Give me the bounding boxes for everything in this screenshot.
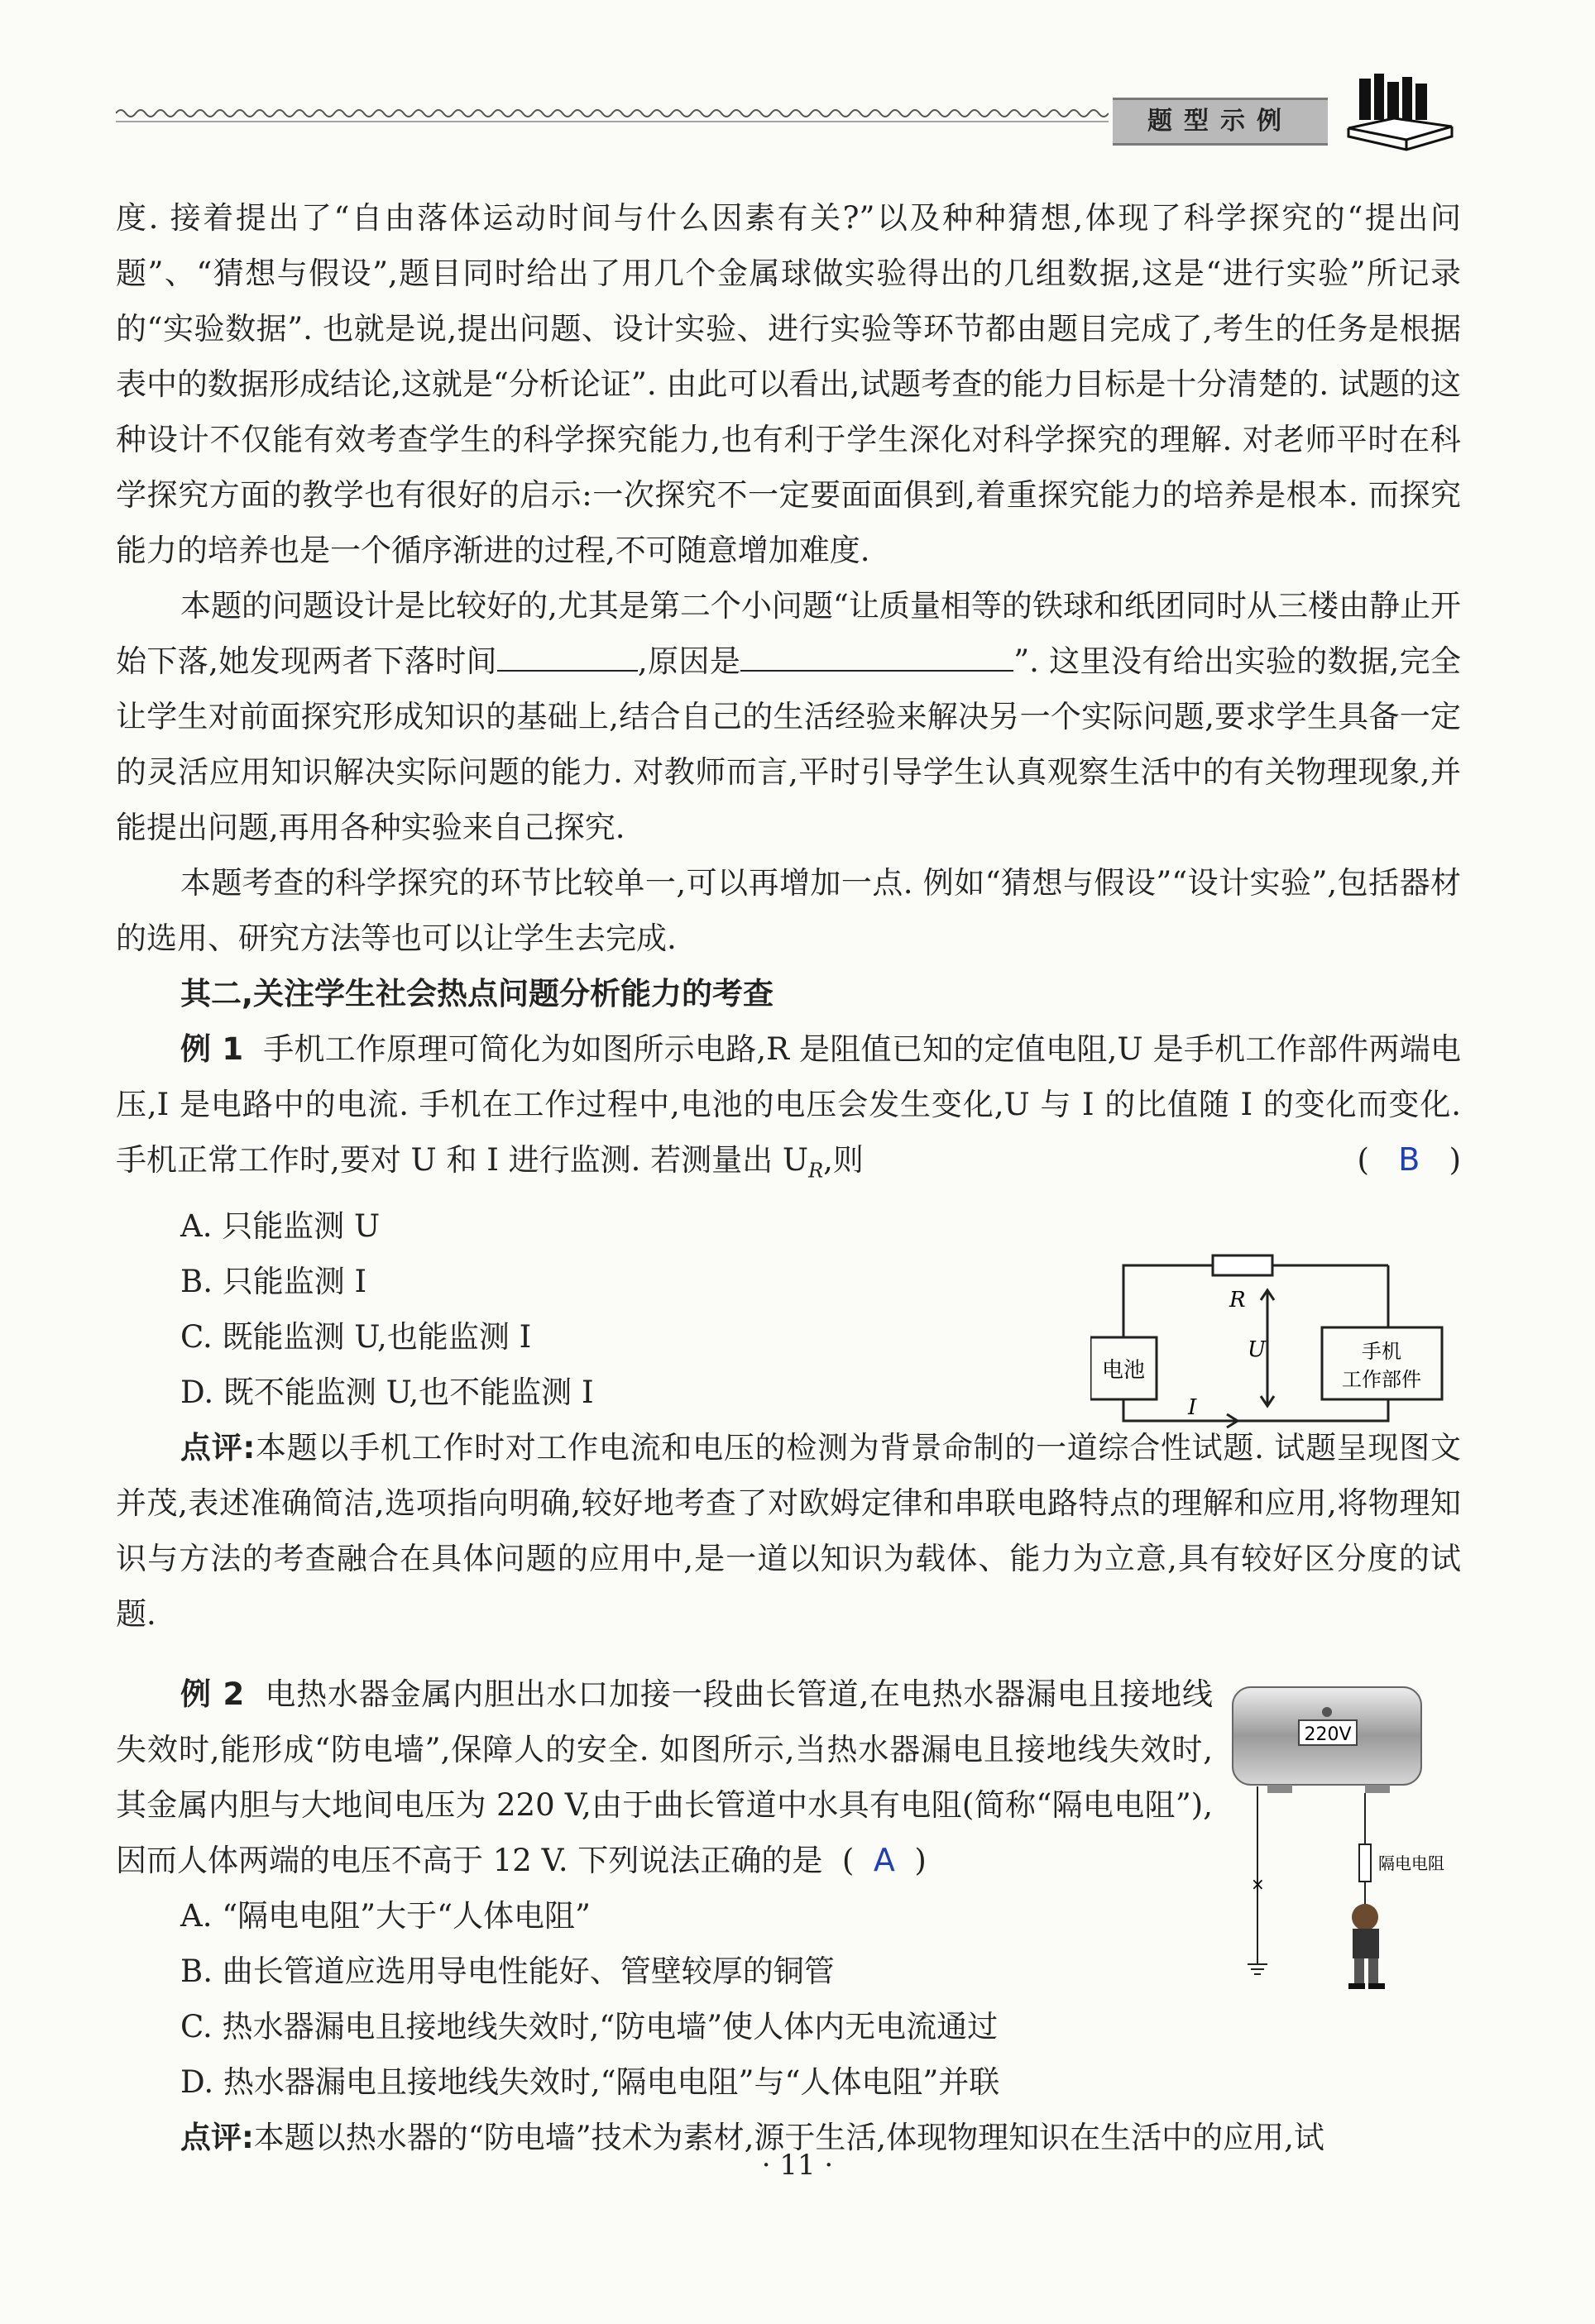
example-1-subscript: R: [808, 1159, 824, 1183]
break-mark: ×: [1251, 1874, 1265, 1894]
person-figure: [1348, 1904, 1385, 1989]
paren-close-2: ): [914, 1843, 927, 1878]
isolation-resistor-label: 隔电电阻: [1378, 1853, 1444, 1873]
example-1-comment: [116, 1420, 1461, 1642]
paragraph-2-part-b: ,原因是: [637, 643, 741, 679]
section-heading: 其二,关注学生社会热点问题分析能力的考查: [180, 976, 774, 1011]
example-2-option-a: A. “隔电电阻”大于“人体电阻”: [180, 1898, 591, 1934]
example-2-label: 例 2: [180, 1676, 245, 1712]
book-icon: [1344, 70, 1460, 153]
header-wave-line: [116, 103, 1109, 128]
paragraph-2-part-c: ”. 这里没有给出实验的数据,完全让学生对前面探究形成知识的基础上,结合自己的生活经验来解决另一个实际问题,要求学生具备一定的灵活应用知识解决实际问题的能力. 对教师而言,平时引导学生认真观察生活中的有关物理现象,并能提出问题,再用各种实验来自己探究.: [116, 643, 1461, 845]
comment-text-2: 本题以热水器的“防电墙”技术为素材,源于生活,体现物理知识在生活中的应用,试: [253, 2120, 1324, 2155]
heater-voltage-label: 220V: [1304, 1724, 1352, 1745]
example-1-label: 例 1: [180, 1031, 244, 1067]
example-2-stem: [116, 1666, 1213, 1888]
answer-blank-1: [497, 645, 638, 672]
device-label-1: 手机: [1362, 1340, 1401, 1363]
page-number: · 11 ·: [761, 2149, 834, 2182]
paragraph-2-part-a: 本题的问题设计是比较好的,尤其是第二个小问题“让质量相等的铁球和纸团同时从三楼由静止开始下落,她发现两者下落时间: [116, 588, 1461, 679]
comment-label: 点评:: [180, 1430, 256, 1466]
paragraph-3: 本题考查的科学探究的环节比较单一,可以再增加一点. 例如“猜想与假设”“设计实验”,包括器材的选用、研究方法等也可以让学生去完成.: [116, 865, 1461, 956]
circuit-diagram: [1090, 1241, 1446, 1439]
paren-open: (: [1357, 1142, 1369, 1178]
example-1-option-d: D. 既不能监测 U,也不能监测 I: [180, 1375, 594, 1411]
voltage-label: U: [1248, 1337, 1266, 1362]
answer-blank-2: [740, 645, 1013, 672]
example-1-option-c: C. 既能监测 U,也能监测 I: [180, 1319, 532, 1356]
example-1-option-b: B. 只能监测 I: [180, 1264, 367, 1300]
resistor-label: R: [1229, 1288, 1246, 1313]
example-2-option-b: B. 曲长管道应选用导电性能好、管壁较厚的铜管: [180, 1953, 835, 1989]
comment-label-2: 点评:: [180, 2120, 254, 2155]
current-label: I: [1188, 1395, 1197, 1420]
example-1-answer: B: [1398, 1141, 1420, 1178]
water-heater-diagram: [1224, 1671, 1464, 1993]
paragraph-1: 度. 接着提出了“自由落体运动时间与什么因素有关?”以及种种猜想,体现了科学探究的“提出问题”、“猜想与假设”,题目同时给出了用几个金属球做实验得出的几组数据,这是“进行实验”所记录的“实验数据”. 也就是说,提出问题、设计实验、进行实验等环节都由题目完成了,考生的任务是根据表中的数据形成结论,这就是“分析论证”. 由此可以看出,试题考查的能力目标是十分清楚的. 试题的这种设计不仅能有效考查学生的科学探究能力,也有利于学生深化对科学探究的理解. 对老师平时在科学探究方面的教学也有很好的启示:一次探究不一定要面面俱到,着重探究能力的培养是根本. 而探究能力的培养也是一个循序渐进的过程,不可随意增加难度.: [116, 200, 1461, 568]
paragraph-2: [116, 578, 1461, 855]
example-2-option-d: D. 热水器漏电且接地线失效时,“隔电电阻”与“人体电阻”并联: [180, 2064, 1000, 2100]
example-1-stem: [116, 1021, 1461, 1198]
paren-open-2: (: [841, 1843, 855, 1878]
example-1-answer-paren: [1292, 1132, 1461, 1188]
example-2-answer: A: [873, 1842, 895, 1878]
device-label-2: 工作部件: [1342, 1368, 1421, 1391]
section-tag: 题型示例: [1113, 98, 1328, 146]
example-1-text-end: ,则: [823, 1142, 864, 1178]
example-2-option-c: C. 热水器漏电且接地线失效时,“防电墙”使人体内无电流通过: [180, 2009, 999, 2044]
example-2-stem-block: [116, 1666, 1213, 1888]
battery-label: 电池: [1101, 1358, 1146, 1383]
paren-close: ): [1449, 1142, 1461, 1178]
page-header: [0, 0, 1595, 165]
example-1-text: 手机工作原理可简化为如图所示电路,R 是阻值已知的定值电阻,U 是手机工作部件两端电压,I 是电路中的电流. 手机在工作过程中,电池的电压会发生变化,U 与 I 的比值随 I 的变化而变化. 手机正常工作时,要对 U 和 I 进行监测. 若测量出 U: [116, 1031, 1461, 1178]
example-2-text: 电热水器金属内胆出水口加接一段曲长管道,在电热水器漏电且接地线失效时,能形成“防电墙”,保障人的安全. 如图所示,当热水器漏电且接地线失效时,其金属内胆与大地间电压为 220 V,由于曲长管道中水具有电阻(简称“隔电电阻”),因而人体两端的电压不高于 12 V. 下列说法正确的是: [116, 1676, 1213, 1878]
comment-text: 本题以手机工作时对工作电流和电压的检测为背景命制的一道综合性试题. 试题呈现图文并茂,表述准确简洁,选项指向明确,较好地考查了对欧姆定律和串联电路特点的理解和应用,将物理知识与方法的考查融合在具体问题的应用中,是一道以知识为载体、能力为立意,具有较好区分度的试题.: [116, 1430, 1461, 1633]
example-1-option-a: A. 只能监测 U: [180, 1208, 381, 1245]
